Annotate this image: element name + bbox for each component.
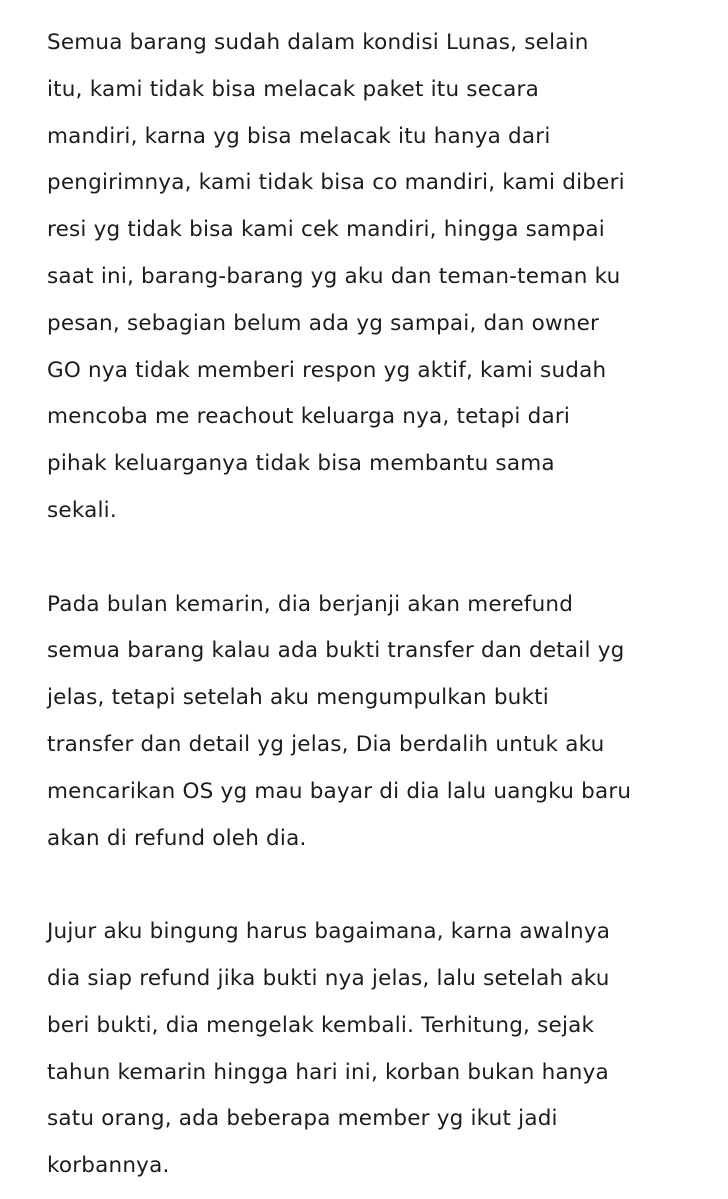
text-line: satu orang, ada beberapa member yg ikut jadi — [47, 1106, 558, 1132]
text-line: transfer dan detail yg jelas, Dia berdalih untuk aku — [47, 731, 605, 757]
text-line: mencarikan OS yg mau bayar di dia lalu uangku baru — [47, 778, 632, 804]
text-line: sekali. — [47, 497, 117, 523]
text-line: jelas, tetapi setelah aku mengumpulkan bukti — [47, 685, 549, 711]
text-line: semua barang kalau ada bukti transfer dan detail yg — [47, 638, 625, 664]
text-line: akan di refund oleh dia. — [47, 825, 307, 851]
text-line: mencoba me reachout keluarga nya, tetapi dari — [47, 404, 571, 430]
paragraph-spacer — [47, 535, 696, 582]
text-line: dia siap refund jika bukti nya jelas, lalu setelah aku — [47, 965, 610, 991]
text-line: saat ini, barang-barang yg aku dan teman-teman ku — [47, 263, 621, 289]
text-line: Jujur aku bingung harus bagaimana, karna awalnya — [47, 919, 611, 945]
paragraph-spacer — [47, 862, 696, 909]
paragraph-1 — [47, 20, 696, 535]
text-line: pesan, sebagian belum ada yg sampai, dan owner — [47, 310, 600, 336]
text-line: pengirimnya, kami tidak bisa co mandiri, kami diberi — [47, 170, 625, 196]
text-line: Semua barang sudah dalam kondisi Lunas, selain — [47, 30, 589, 55]
text-line: resi yg tidak bisa kami cek mandiri, hingga sampai — [47, 217, 605, 243]
text-line: beri bukti, dia mengelak kembali. Terhitung, sejak — [47, 1012, 595, 1038]
text-line: pihak keluarganya tidak bisa membantu sama — [47, 451, 555, 477]
paragraph-3 — [47, 909, 696, 1190]
text-line: itu, kami tidak bisa melacak paket itu secara — [47, 76, 539, 102]
text-line: tahun kemarin hingga hari ini, korban bukan hanya — [47, 1059, 609, 1085]
text-line: GO nya tidak memberi respon yg aktif, kami sudah — [47, 357, 607, 383]
text-line: mandiri, karna yg bisa melacak itu hanya dari — [47, 123, 551, 149]
text-line: korbannya. — [47, 1153, 170, 1179]
text-line: Pada bulan kemarin, dia berjanji akan merefund — [47, 591, 574, 617]
paragraph-2 — [47, 582, 696, 863]
